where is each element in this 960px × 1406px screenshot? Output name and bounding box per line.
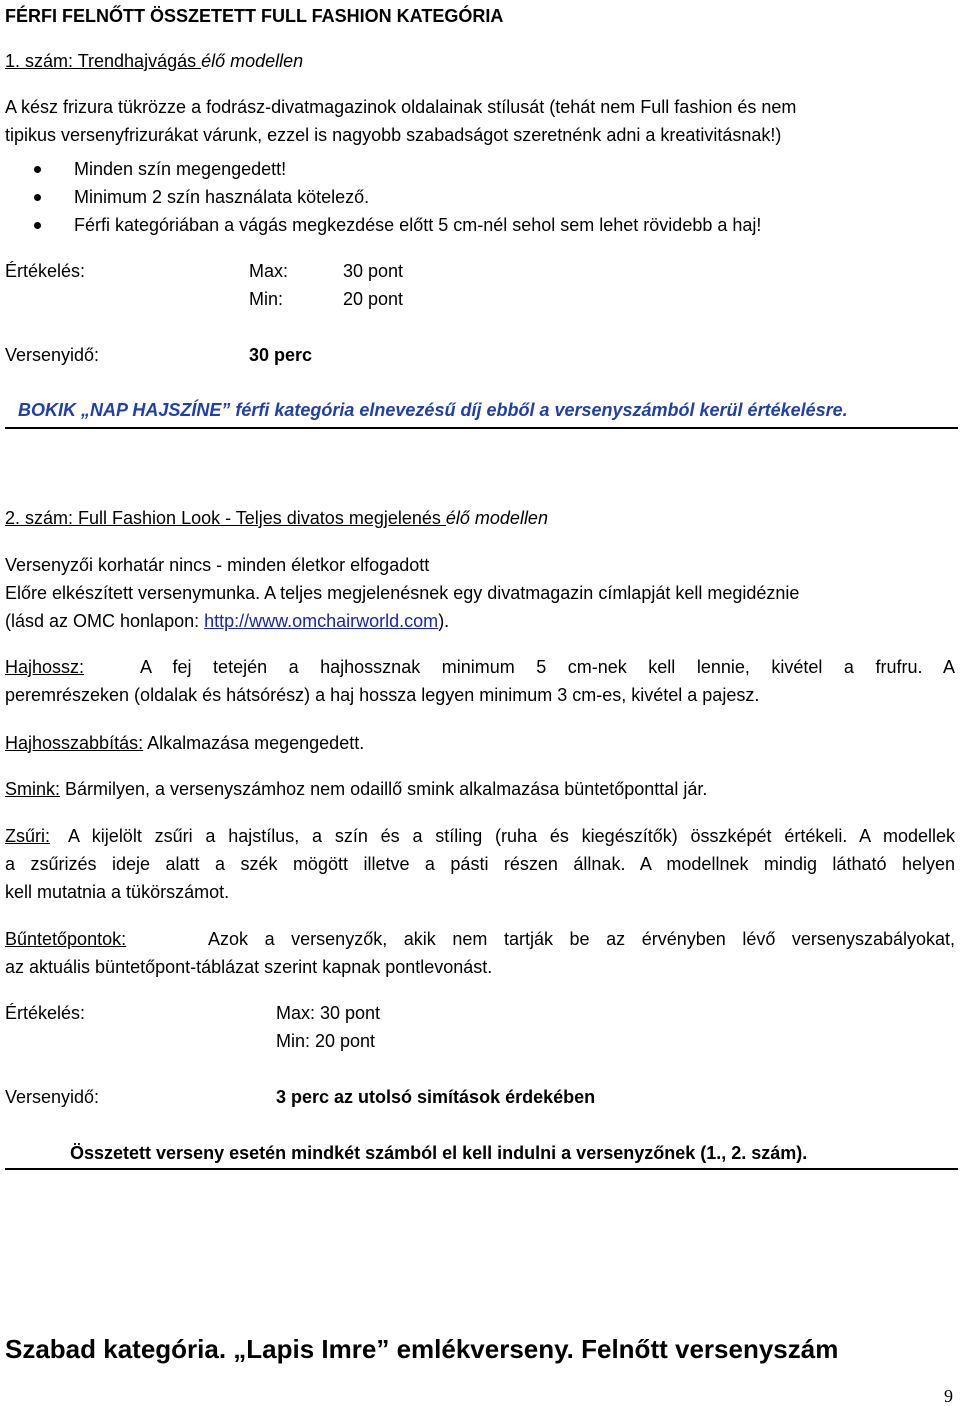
bullet-icon [34, 194, 41, 201]
time-label: Versenyidő: [5, 345, 100, 365]
bullet-icon [34, 222, 41, 229]
prepared-line2-pre: (lásd az OMC honlapon: [5, 611, 205, 631]
page-number: 9 [944, 1386, 953, 1406]
prepared-line2-post: ). [438, 611, 450, 631]
hair-length-label: Hajhossz: [5, 657, 85, 677]
hair-length-line1: A fej tetején a hajhossznak minimum 5 cm-nek kell lennie, kivétel a frufru. A [140, 657, 955, 677]
prepared-line1: Előre elkészített versenymunka. A teljes megjelenésnek egy divatmagazin címlapját kell megidéznie [5, 583, 800, 603]
section1-heading-italic: élő modellen [201, 51, 304, 71]
jury-line2: a zsűrizés ideje alatt a szék mögött illetve a pásti részen állnak. A modellnek mindig látható helyen [5, 854, 955, 874]
award-note: BOKIK „NAP HAJSZÍNE” férfi kategória elnevezésű díj ebből a versenyszámból kerül értékelésre. [18, 400, 848, 420]
bullet-icon [34, 166, 41, 173]
age-line: Versenyzői korhatár nincs - minden életkor elfogadott [5, 555, 430, 575]
combined-note: Összetett verseny esetén mindkét számból el kell indulni a versenyzőnek (1., 2. szám). [70, 1143, 808, 1163]
makeup-text: Bármilyen, a versenyszámhoz nem odaillő smink alkalmazása büntetőponttal jár. [60, 779, 708, 799]
prepared-line2 [5, 607, 449, 635]
section2-heading-italic: élő modellen [445, 508, 548, 528]
extension-line [5, 729, 364, 757]
evaluation-label: Értékelés: [5, 261, 86, 281]
section2-heading [5, 504, 548, 532]
evaluation-label: Értékelés: [5, 1003, 86, 1023]
section2-heading-main: 2. szám: Full Fashion Look - Teljes divatos megjelenés [5, 508, 446, 528]
divider [5, 427, 958, 429]
max-value: Max: 30 pont [276, 1003, 381, 1023]
omc-website-link[interactable]: http://www.omchairworld.com [204, 611, 439, 631]
makeup-label: Smink: [5, 779, 61, 799]
max-value: 30 pont [343, 261, 404, 281]
penalty-line1: Azok a versenyzők, akik nem tartják be az érvényben lévő versenyszabályokat, [208, 929, 955, 949]
jury-line3: kell mutatnia a tükörszámot. [5, 882, 230, 902]
jury-line1: A kijelölt zsűri a hajstílus, a szín és a stíling (ruha és kiegészítők) összképét értékeli. A modellek [68, 826, 955, 846]
divider [5, 1168, 958, 1170]
min-value: 20 pont [343, 289, 404, 309]
section1-intro-line1: A kész frizura tükrözze a fodrász-divatmagazinok oldalainak stílusát (tehát nem Full fashion és nem [5, 97, 797, 117]
hair-length-line2: peremrészeken (oldalak és hátsórész) a haj hossza legyen minimum 3 cm-es, kivétel a pajesz. [5, 685, 760, 705]
section1-intro-line2: tipikus versenyfrizurákat várunk, ezzel is nagyobb szabadságot szeretnénk adni a kreativitásnak!) [5, 125, 782, 145]
penalty-label: Bűntetőpontok: [5, 929, 127, 949]
time-value: 30 perc [249, 345, 313, 365]
jury-label: Zsűri: [5, 826, 50, 846]
extension-label: Hajhosszabbítás: [5, 733, 144, 753]
section1-heading-main: 1. szám: Trendhajvágás [5, 51, 202, 71]
free-category-title: Szabad kategória. „Lapis Imre” emlékverseny. Felnőtt versenyszám [5, 1334, 839, 1364]
time-label: Versenyidő: [5, 1087, 100, 1107]
max-label: Max: [249, 261, 289, 281]
time-value: 3 perc az utolsó simítások érdekében [276, 1087, 596, 1107]
bullet-item: Minimum 2 szín használata kötelező. [74, 187, 370, 207]
min-label: Min: [249, 289, 284, 309]
bullet-item: Minden szín megengedett! [74, 159, 287, 179]
bullet-item: Férfi kategóriában a vágás megkezdése előtt 5 cm-nél sehol sem lehet rövidebb a haj! [74, 215, 762, 235]
extension-text: Alkalmazása megengedett. [143, 733, 365, 753]
min-value: Min: 20 pont [276, 1031, 376, 1051]
section1-heading [5, 47, 303, 75]
penalty-line2: az aktuális büntetőpont-táblázat szerint kapnak pontlevonást. [5, 957, 493, 977]
makeup-line [5, 775, 707, 803]
page-title: FÉRFI FELNŐTT ÖSSZETETT FULL FASHION KATEGÓRIA [5, 6, 504, 26]
